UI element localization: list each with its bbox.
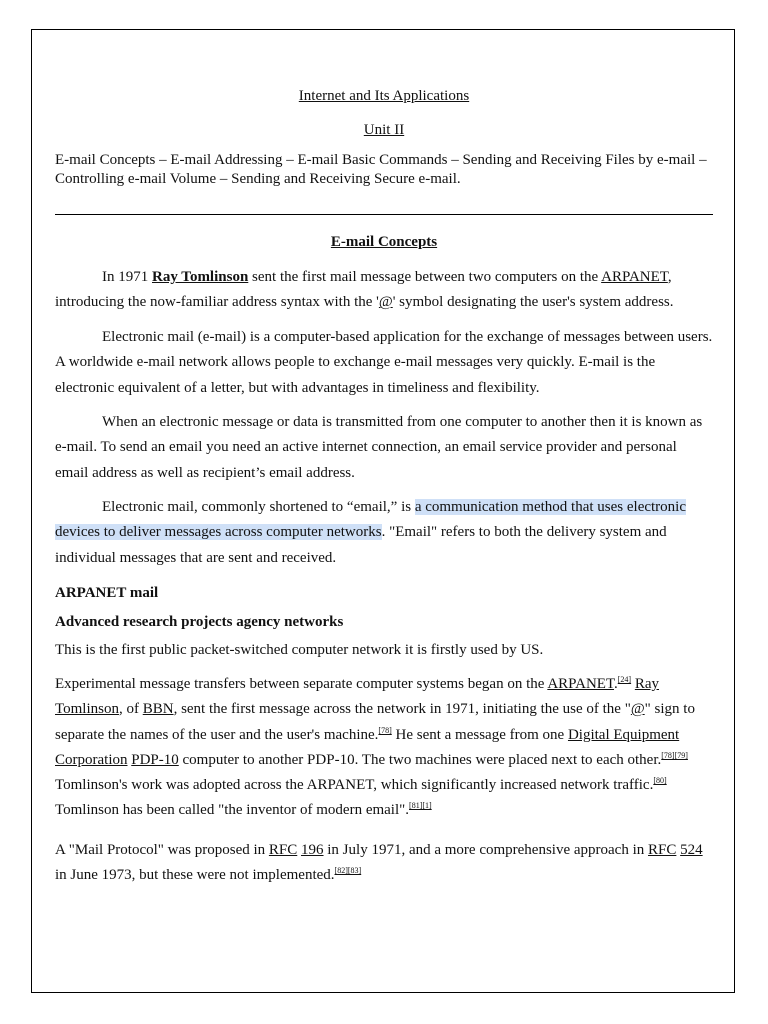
arpanet-subheading: Advanced research projects agency networks xyxy=(55,614,344,630)
citation-78-79[interactable]: [78][79] xyxy=(661,750,688,760)
p6-text-b: , of xyxy=(118,701,143,718)
rfc-196-link[interactable]: 196 xyxy=(301,842,324,858)
p7-text-c: in June 1973, but these were not implemented. xyxy=(55,867,335,884)
paragraph-6 xyxy=(55,672,713,824)
p6-text-a: Experimental message transfers between separate computer systems began on the xyxy=(55,676,548,692)
document-title-text: Internet and Its Applications xyxy=(298,88,470,104)
p7-text-a: A "Mail Protocol" was proposed in xyxy=(55,842,269,858)
section-heading xyxy=(55,234,713,251)
p1-text-d: ' symbol designating the user's system address. xyxy=(392,294,674,311)
at-sign-link[interactable]: @ xyxy=(378,294,393,311)
p1-text-a: In 1971 xyxy=(102,269,152,285)
dec-link[interactable]: Digital Equipment Corporation xyxy=(55,726,680,768)
citation-80[interactable]: [80] xyxy=(653,776,667,786)
p4-text-b: . "Email" refers to both the delivery system and individual messages that are sent and received. xyxy=(55,524,667,566)
document-page xyxy=(31,29,735,993)
horizontal-divider xyxy=(55,214,713,215)
unit-label xyxy=(55,122,713,139)
p4-text-a: Electronic mail, commonly shortened to “email,” is xyxy=(102,499,415,515)
arpanet-link-2[interactable]: ARPANET xyxy=(547,676,615,692)
citation-24[interactable]: [24] xyxy=(617,675,632,684)
paragraph-7 xyxy=(55,838,713,889)
citation-78[interactable]: [78] xyxy=(378,725,392,735)
rfc-link-1[interactable]: RFC xyxy=(268,842,298,858)
topics-list: E-mail Concepts – E-mail Addressing – E-mail Basic Commands – Sending and Receiving Files by e-mail – Controlling e-mail Volume – Sending and Receiving Secure e-mail. xyxy=(55,152,707,187)
rfc-524-link[interactable]: 524 xyxy=(680,842,703,858)
p7-text-b: in July 1971, and a more comprehensive approach in xyxy=(323,842,649,858)
p1-text-b: sent the first mail message between two computers on the xyxy=(248,269,602,285)
paragraph-3: When an electronic message or data is transmitted from one computer to another then it is known as e-mail. To send an email you need an active internet connection, an email service provider and personal email address as well as recipient’s email address. xyxy=(55,414,703,481)
unit-label-text: Unit II xyxy=(363,122,405,138)
p6-text-d: " sign to separate the names of the user and the user's machine. xyxy=(55,701,695,743)
ray-tomlinson-link[interactable]: Ray Tomlinson xyxy=(152,269,249,285)
p6-text-h: Tomlinson has been called "the inventor of modern email". xyxy=(55,802,410,819)
p1-text-c: , introducing the now-familiar address syntax with the ' xyxy=(55,269,672,311)
rfc-link-2[interactable]: RFC xyxy=(648,842,677,858)
p6-text-g: Tomlinson's work was adopted across the ARPANET, which significantly increased network traffic. xyxy=(55,777,654,794)
arpanet-mail-heading: ARPANET mail xyxy=(55,585,159,601)
pdp10-link[interactable]: PDP-10 xyxy=(131,751,179,768)
document-title xyxy=(55,88,713,105)
p6-text-f: computer to another PDP-10. The two machines were placed next to each other. xyxy=(178,751,662,768)
p6-text-c: , sent the first message across the network in 1971, initiating the use of the " xyxy=(173,701,631,718)
arpanet-link[interactable]: ARPANET xyxy=(601,269,668,285)
section-heading-text: E-mail Concepts xyxy=(330,234,438,250)
paragraph-1 xyxy=(55,265,713,316)
citation-81-1[interactable]: [81][1] xyxy=(409,801,432,811)
at-sign-link-2[interactable]: @ xyxy=(630,701,645,718)
p6-text-e: He sent a message from one xyxy=(391,726,568,743)
paragraph-5: This is the first public packet-switched computer network it is firstly used by US. xyxy=(55,642,544,658)
paragraph-2: Electronic mail (e-mail) is a computer-based application for the exchange of messages between users. A worldwide e-mail network allows people to exchange e-mail messages very quickly. E-mail is the electronic equivalent of a letter, but with advantages in timeliness and flexibility. xyxy=(55,329,713,396)
citation-82-83[interactable]: [82][83] xyxy=(334,866,362,876)
p6-dot: . xyxy=(614,676,618,692)
ray-tomlinson-link-2[interactable]: Ray Tomlinson xyxy=(55,676,660,718)
bbn-link[interactable]: BBN xyxy=(142,701,174,718)
highlighted-text[interactable]: a communication method that uses electronic devices to deliver messages across computer networks xyxy=(55,499,686,541)
paragraph-4 xyxy=(55,495,713,571)
